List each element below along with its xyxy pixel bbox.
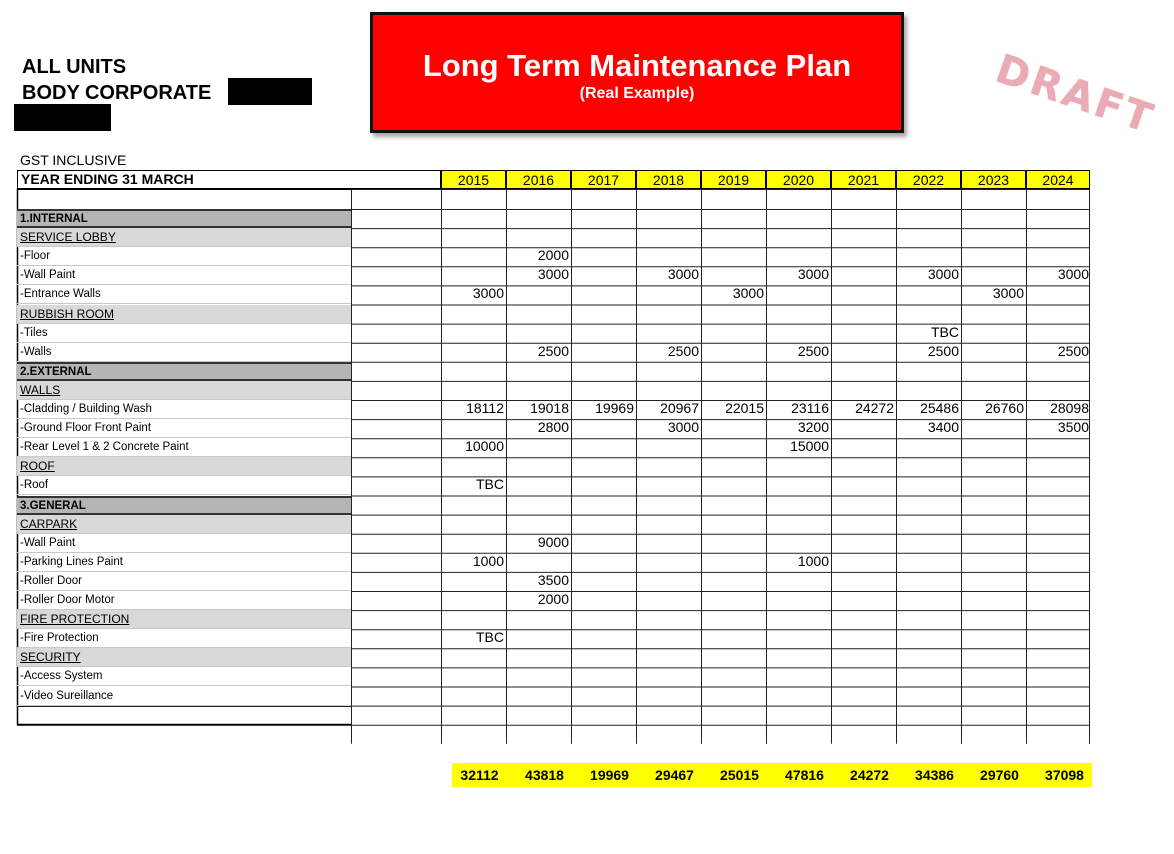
year-header-2016: 2016 <box>506 170 571 189</box>
line-item-label: -Tiles <box>17 324 351 343</box>
cost-cell: 2500 <box>667 342 699 359</box>
line-item-label: -Parking Lines Paint <box>17 553 351 572</box>
subsection-heading: ROOF <box>17 457 351 476</box>
cost-cell: 3000 <box>667 266 699 283</box>
line-item-label: -Rear Level 1 & 2 Concrete Paint <box>17 438 351 457</box>
cost-cell: 2500 <box>797 342 829 359</box>
cost-cell: 3500 <box>1057 419 1089 436</box>
total-2016: 43818 <box>525 767 564 783</box>
cost-cell: 3000 <box>472 285 504 302</box>
year-header-2023: 2023 <box>961 170 1026 189</box>
cost-cell: 2000 <box>537 591 569 607</box>
cost-cell: 2500 <box>1057 342 1089 359</box>
year-header-2022: 2022 <box>896 170 961 189</box>
year-header-2020: 2020 <box>766 170 831 189</box>
cost-cell: 19969 <box>595 400 634 416</box>
cost-cell: 28098 <box>1050 400 1089 416</box>
redaction-bar <box>14 104 111 131</box>
line-item-label: -Roof <box>17 476 351 495</box>
cost-cell: TBC <box>476 476 504 493</box>
cost-cell: 20967 <box>660 400 699 416</box>
total-2020: 47816 <box>785 767 824 783</box>
cost-cell: 3000 <box>537 266 569 283</box>
cost-cell: 3000 <box>992 285 1024 302</box>
cost-cell: 1000 <box>472 552 504 569</box>
total-2018: 29467 <box>655 767 694 783</box>
page-title: Long Term Maintenance Plan <box>422 48 852 83</box>
cost-cell: 18112 <box>466 400 504 416</box>
cost-cell: 3000 <box>732 285 764 302</box>
line-item-label: -Wall Paint <box>17 266 351 285</box>
year-header-2024: 2024 <box>1026 170 1090 189</box>
subsection-heading: SERVICE LOBBY <box>17 228 351 247</box>
total-2021: 24272 <box>850 767 889 783</box>
page-subtitle: (Real Example) <box>579 85 695 102</box>
line-item-label: -Walls <box>17 343 351 362</box>
cost-cell: 2800 <box>537 419 569 436</box>
year-header-2021: 2021 <box>831 170 896 189</box>
cost-cell: 9000 <box>537 533 569 550</box>
subsection-heading: FIRE PROTECTION <box>17 610 351 629</box>
year-header-2018: 2018 <box>636 170 701 189</box>
cost-cell: 2500 <box>927 342 959 359</box>
gst-note: GST INCLUSIVE <box>20 152 127 168</box>
subsection-heading: WALLS <box>17 381 351 400</box>
line-item-label: -Entrance Walls <box>17 285 351 304</box>
cost-cell: 19018 <box>530 400 569 416</box>
cost-cell: 3000 <box>667 419 699 436</box>
cost-cell: 10000 <box>465 438 504 455</box>
cost-cell: 2000 <box>537 247 569 264</box>
line-item-label: -Access System <box>17 667 351 686</box>
cost-cell: 3000 <box>927 266 959 283</box>
cost-cell: 22015 <box>725 400 764 416</box>
cost-cell: 15000 <box>790 438 829 455</box>
year-ending-label: YEAR ENDING 31 MARCH <box>17 170 441 189</box>
year-header-2015: 2015 <box>441 170 506 189</box>
year-header-2017: 2017 <box>571 170 636 189</box>
cost-cell: 25486 <box>920 400 959 416</box>
line-item-label: -Floor <box>17 247 351 266</box>
subsection-heading: RUBBISH ROOM <box>17 305 351 324</box>
cost-cell: TBC <box>931 323 959 340</box>
owner-line-2: BODY CORPORATE <box>22 82 212 104</box>
cost-cell: 24272 <box>855 400 894 416</box>
total-2023: 29760 <box>980 767 1019 783</box>
title-banner <box>370 12 904 133</box>
subsection-heading: CARPARK <box>17 515 351 534</box>
total-2017: 19969 <box>590 767 629 783</box>
line-item-label: -Fire Protection <box>17 629 351 648</box>
section-heading: 2.EXTERNAL <box>17 362 351 381</box>
line-item-label: -Cladding / Building Wash <box>17 400 351 419</box>
section-heading: 1.INTERNAL <box>17 209 351 228</box>
line-item-label: -Ground Floor Front Paint <box>17 419 351 438</box>
line-item-label: -Wall Paint <box>17 534 351 553</box>
section-heading: 3.GENERAL <box>17 496 351 515</box>
line-item-label: -Roller Door Motor <box>17 591 351 610</box>
owner-line-1: ALL UNITS <box>22 56 127 78</box>
owner-block <box>22 54 211 106</box>
year-header-2019: 2019 <box>701 170 766 189</box>
subsection-heading: SECURITY <box>17 648 351 667</box>
draft-stamp: DRAFT <box>990 46 1161 144</box>
cost-cell: 23116 <box>791 400 829 416</box>
cost-cell: 2500 <box>537 342 569 359</box>
cost-cell: 3500 <box>537 571 569 588</box>
cost-cell: 3200 <box>797 419 829 436</box>
cost-cell: 1000 <box>797 552 829 569</box>
cost-cell: 3000 <box>797 266 829 283</box>
redaction-bar <box>228 78 312 105</box>
total-2022: 34386 <box>915 767 954 783</box>
cost-cell: 26760 <box>985 400 1024 416</box>
cost-cell: TBC <box>476 629 504 646</box>
total-2024: 37098 <box>1045 767 1084 783</box>
total-2015: 32112 <box>460 767 499 783</box>
line-item-label: -Video Sureillance <box>17 687 351 706</box>
line-item-label: -Roller Door <box>17 572 351 591</box>
cost-cell: 3000 <box>1057 266 1089 283</box>
total-2019: 25015 <box>720 767 759 783</box>
cost-cell: 3400 <box>927 419 959 436</box>
